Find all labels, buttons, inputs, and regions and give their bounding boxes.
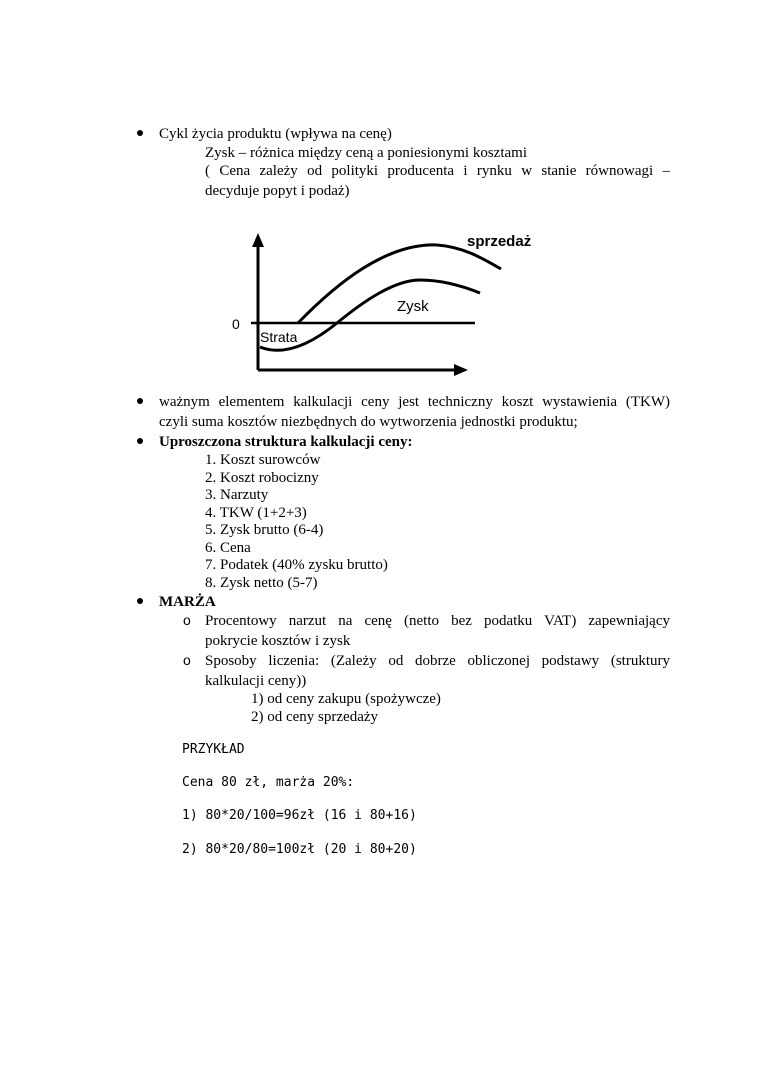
bullet-icon (137, 438, 143, 444)
list-item: 2. Koszt robocizny (205, 470, 319, 486)
loss-label: Strata (260, 329, 298, 345)
price-note-line2: decyduje popyt i podaż) (205, 183, 350, 199)
example-calc-1: 1) 80*20/100=96zł (16 i 80+16) (182, 808, 417, 823)
list-item: 3. Narzuty (205, 487, 269, 503)
sales-series-label: sprzedaż (467, 233, 532, 250)
list-item: 1. Koszt surowców (205, 452, 321, 468)
methods-line1: Sposoby liczenia: (Zależy od dobrze obliczonej podstawy (struktury (205, 653, 670, 669)
methods-line2: kalkulacji ceny)) (205, 673, 307, 689)
list-item: 6. Cena (205, 540, 251, 556)
method-purchase: 1) od ceny zakupu (spożywcze) (251, 691, 441, 707)
profit-series-label: Zysk (397, 298, 429, 315)
circle-bullet-icon: o (183, 612, 191, 628)
example-calc-2: 2) 80*20/80=100zł (20 i 80+20) (182, 842, 417, 857)
structure-heading: Uproszczona struktura kalkulacji ceny: (159, 434, 413, 450)
list-item: 7. Podatek (40% zysku brutto) (205, 557, 388, 573)
margin-heading: MARŻA (159, 594, 216, 610)
profit-definition: Zysk – różnica między ceną a poniesionymi kosztami (205, 145, 527, 161)
method-sale: 2) od ceny sprzedaży (251, 709, 379, 725)
circle-bullet-icon: o (183, 652, 191, 668)
list-item: 4. TKW (1+2+3) (205, 505, 307, 521)
list-item: 8. Zysk netto (5-7) (205, 575, 318, 591)
bullet-icon (137, 598, 143, 604)
margin-def-line1: Procentowy narzut na cenę (netto bez podatku VAT) zapewniający (205, 613, 670, 629)
bullet-icon (137, 398, 143, 404)
example-heading: PRZYKŁAD (182, 742, 245, 757)
lifecycle-chart (225, 225, 545, 385)
x-axis (258, 364, 468, 376)
zero-label: 0 (232, 316, 240, 332)
list-item: 5. Zysk brutto (6-4) (205, 522, 324, 538)
tkw-line2: czyli suma kosztów niezbędnych do wytworzenia jednostki produktu; (159, 414, 578, 430)
example-given: Cena 80 zł, marża 20%: (182, 775, 355, 790)
tkw-line1: ważnym elementem kalkulacji ceny jest techniczny koszt wystawienia (TKW) (159, 394, 670, 410)
product-lifecycle-item: Cykl życia produktu (wpływa na cenę) (159, 126, 392, 142)
y-axis (252, 233, 264, 370)
bullet-icon (137, 130, 143, 136)
price-note-line1: ( Cena zależy od polityki producenta i rynku w stanie równowagi – (205, 163, 670, 179)
margin-def-line2: pokrycie kosztów i zysk (205, 633, 351, 649)
